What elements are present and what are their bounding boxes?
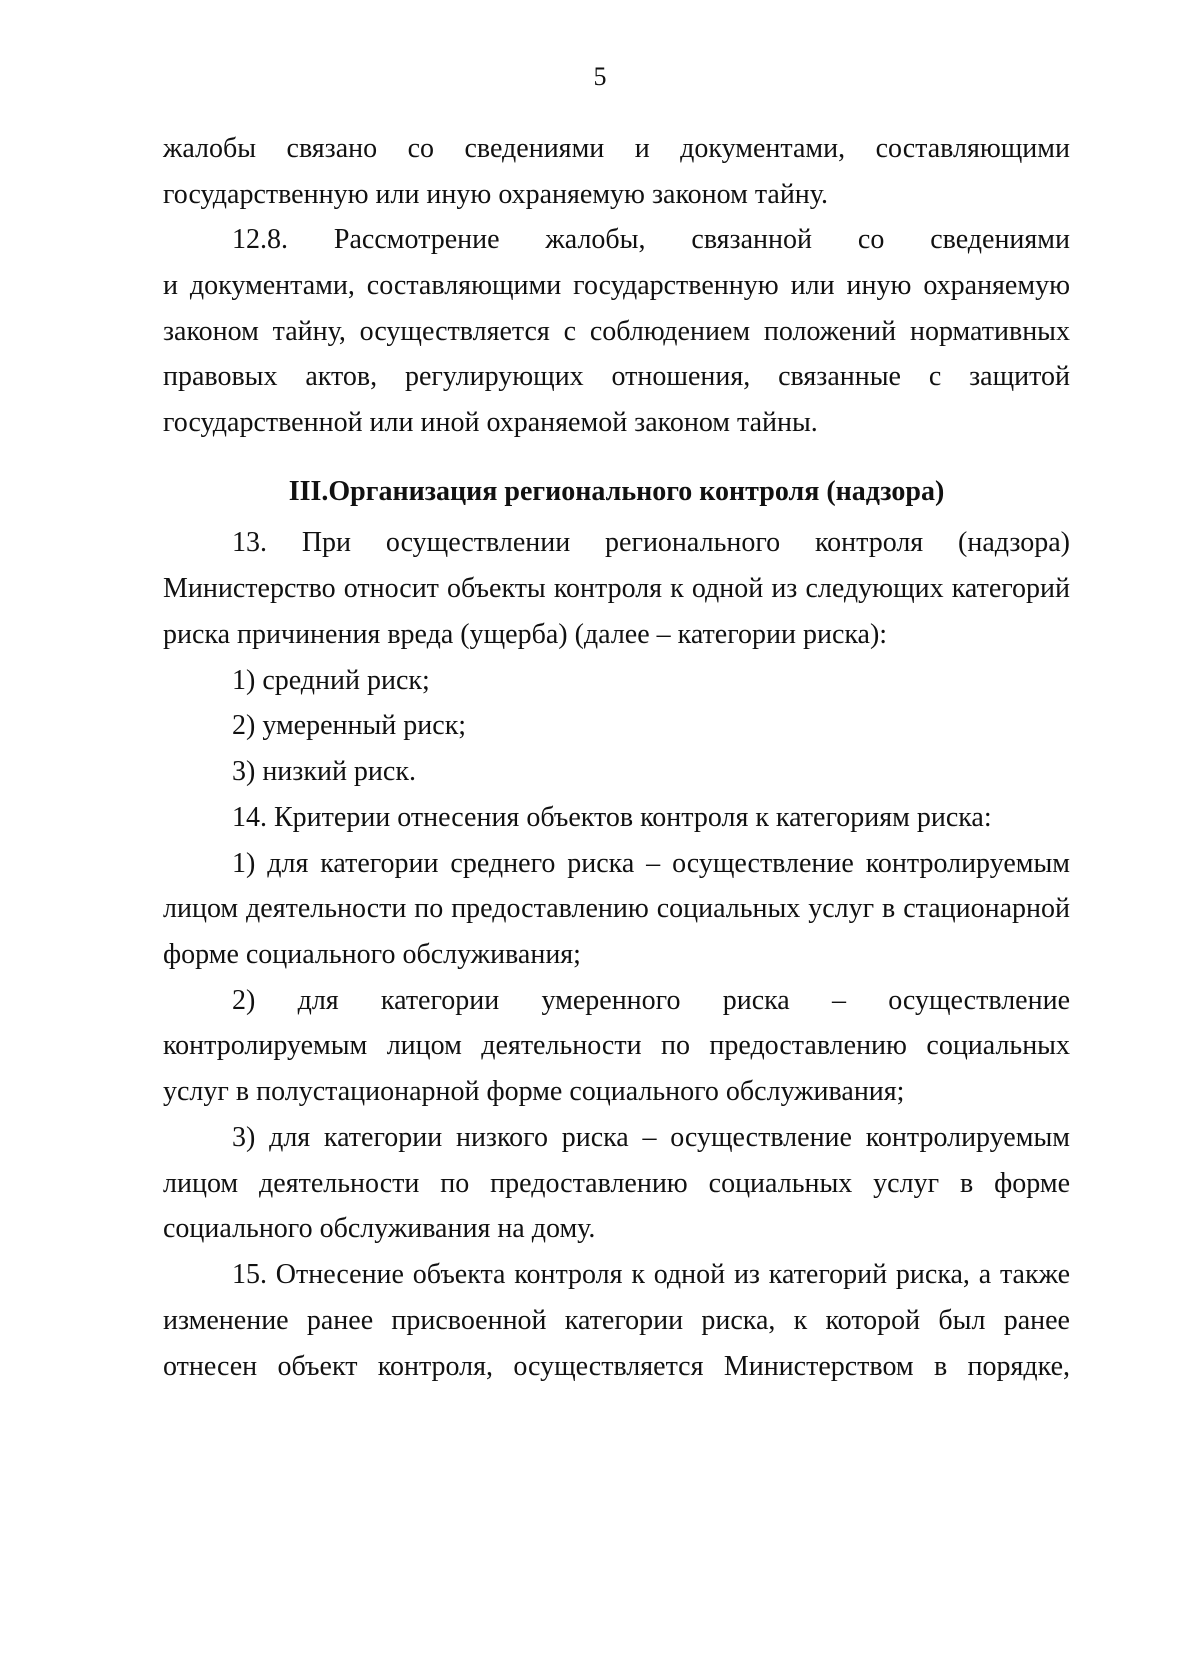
text-line: государственной или иной охраняемой законом тайны. [163,407,818,438]
text-line: государственную или иную охраняемую законом тайну. [163,179,828,210]
text-line: услуг в полустационарной форме социального обслуживания; [163,1076,905,1107]
text-line: контролируемым лицом деятельности по предоставлению социальных [163,1030,1070,1061]
text-line: законом тайну, осуществляется с соблюдением положений нормативных [163,316,1070,347]
text-line: 1) для категории среднего риска – осуществление контролируемым [232,848,1070,879]
text-line: жалобы связано со сведениями и документами, составляющими [163,133,1070,164]
text-line: Министерство относит объекты контроля к одной из следующих категорий [163,573,1070,604]
text-line: изменение ранее присвоенной категории риска, к которой был ранее [163,1305,1070,1336]
page-number: 5 [593,62,607,91]
list-item: 1) средний риск; [232,665,430,696]
text-line: форме социального обслуживания; [163,939,581,970]
section-heading: III.Организация регионального контроля (надзора) [288,476,945,507]
list-item: 2) умеренный риск; [232,710,467,741]
text-line: 2) для категории умеренного риска – осуществление [232,985,1070,1016]
text-line: риска причинения вреда (ущерба) (далее – категории риска): [163,619,888,650]
text-line: и документами, составляющими государственную или иную охраняемую [163,270,1070,301]
text-line: 14. Критерии отнесения объектов контроля к категориям риска: [232,802,992,833]
text-line: 12.8. Рассмотрение жалобы, связанной со сведениями [232,224,1070,255]
list-item: 3) низкий риск. [232,756,416,787]
text-line: 3) для категории низкого риска – осуществление контролируемым [232,1122,1070,1153]
text-line: лицом деятельности по предоставлению социальных услуг в форме [163,1168,1070,1199]
text-line: отнесен объект контроля, осуществляется Министерством в порядке, [163,1351,1070,1382]
text-line: социального обслуживания на дому. [163,1213,596,1244]
text-line: 15. Отнесение объекта контроля к одной из категорий риска, а также [232,1259,1070,1290]
text-line: 13. При осуществлении регионального контроля (надзора) [232,527,1070,558]
text-line: лицом деятельности по предоставлению социальных услуг в стационарной [163,893,1070,924]
text-line: правовых актов, регулирующих отношения, связанные с защитой [163,361,1070,392]
